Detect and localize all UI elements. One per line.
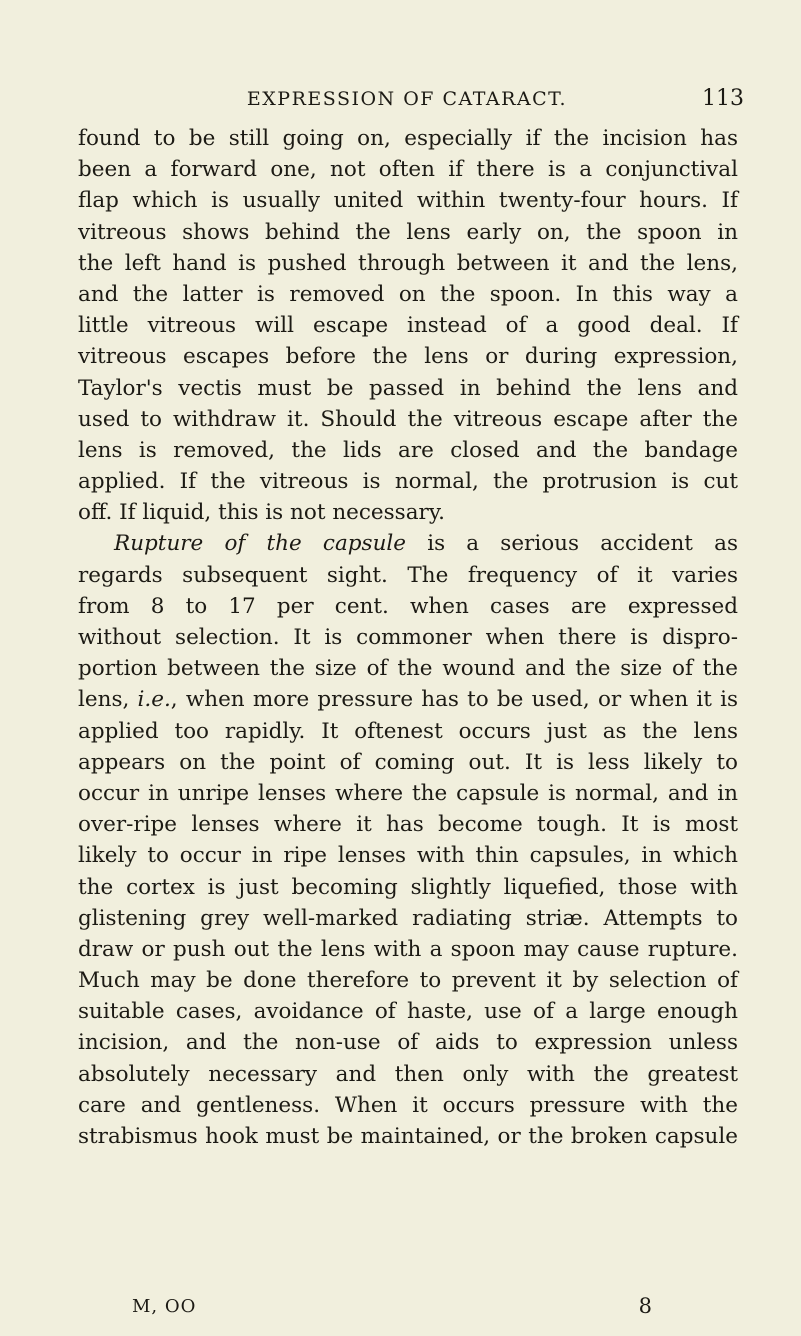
- paragraph-start-line: [78, 528, 738, 559]
- text-line: been a forward one, not often if there is a conjunctival: [78, 157, 738, 183]
- text-line: vitreous escapes before the lens or during expression,: [78, 344, 738, 370]
- text-line: suitable cases, avoidance of haste, use of a large enough: [78, 999, 738, 1025]
- text-line: over-ripe lenses where it has become tough. It is most: [78, 812, 738, 838]
- text-line: Much may be done therefore to prevent it by selection of: [78, 968, 738, 994]
- italic-abbreviation: i.e.: [137, 687, 171, 713]
- text-line: occur in unripe lenses where the capsule is normal, and in: [78, 780, 738, 806]
- line-remainder: is a serious accident as: [406, 531, 738, 557]
- body-text: [78, 123, 738, 1152]
- text-line: care and gentleness. When it occurs pressure with the: [78, 1092, 738, 1118]
- text-line: vitreous shows behind the lens early on, the spoon in: [78, 219, 738, 245]
- running-head: [78, 86, 744, 116]
- text-line: likely to occur in ripe lenses with thin capsules, in which: [78, 843, 738, 869]
- running-title: EXPRESSION OF CATARACT.: [246, 88, 568, 110]
- line-suffix: , when more pressure has to be used, or when it is: [170, 687, 739, 713]
- text-line: applied. If the vitreous is normal, the protrusion is cut: [78, 469, 738, 495]
- text-line: without selection. It is commoner when there is dispro-: [78, 625, 738, 650]
- text-line: glistening grey well-marked radiating striæ. Attempts to: [78, 905, 738, 931]
- text-line: the left hand is pushed through between it and the lens,: [78, 250, 738, 276]
- text-line: regards subsequent sight. The frequency of it varies: [78, 562, 738, 588]
- page-number: 113: [702, 86, 744, 111]
- text-line: and the latter is removed on the spoon. In this way a: [78, 281, 738, 307]
- text-line: Taylor's vectis must be passed in behind the lens and: [78, 375, 738, 401]
- text-line: absolutely necessary and then only with the greatest: [78, 1061, 738, 1087]
- text-line: strabismus hook must be maintained, or the broken capsule: [78, 1124, 738, 1149]
- text-line: draw or push out the lens with a spoon may cause rupture.: [78, 936, 738, 962]
- text-line: found to be still going on, especially if the incision has: [78, 126, 738, 151]
- text-line: off. If liquid, this is not necessary.: [78, 500, 445, 526]
- text-line: appears on the point of coming out. It is less likely to: [78, 749, 738, 775]
- text-line: little vitreous will escape instead of a good deal. If: [78, 313, 738, 339]
- text-line: incision, and the non-use of aids to expression unless: [78, 1030, 738, 1056]
- text-line: from 8 to 17 per cent. when cases are expressed: [78, 593, 738, 619]
- text-line: applied too rapidly. It oftenest occurs just as the lens: [78, 718, 738, 744]
- text-line: the cortex is just becoming slightly liquefied, those with: [78, 874, 738, 900]
- text-line: flap which is usually united within twenty-four hours. If: [78, 188, 738, 214]
- printer-signature: M, OO: [132, 1296, 197, 1317]
- italic-phrase: Rupture of the capsule: [114, 531, 407, 557]
- signature-footer: [132, 1296, 652, 1326]
- signature-mark: 8: [638, 1294, 652, 1318]
- text-line: portion between the size of the wound and the size of the: [78, 656, 738, 682]
- text-line: used to withdraw it. Should the vitreous escape after the: [78, 406, 738, 432]
- line-prefix: lens,: [78, 687, 138, 713]
- text-line-ie: [78, 684, 738, 715]
- text-line: lens is removed, the lids are closed and the bandage: [78, 437, 738, 463]
